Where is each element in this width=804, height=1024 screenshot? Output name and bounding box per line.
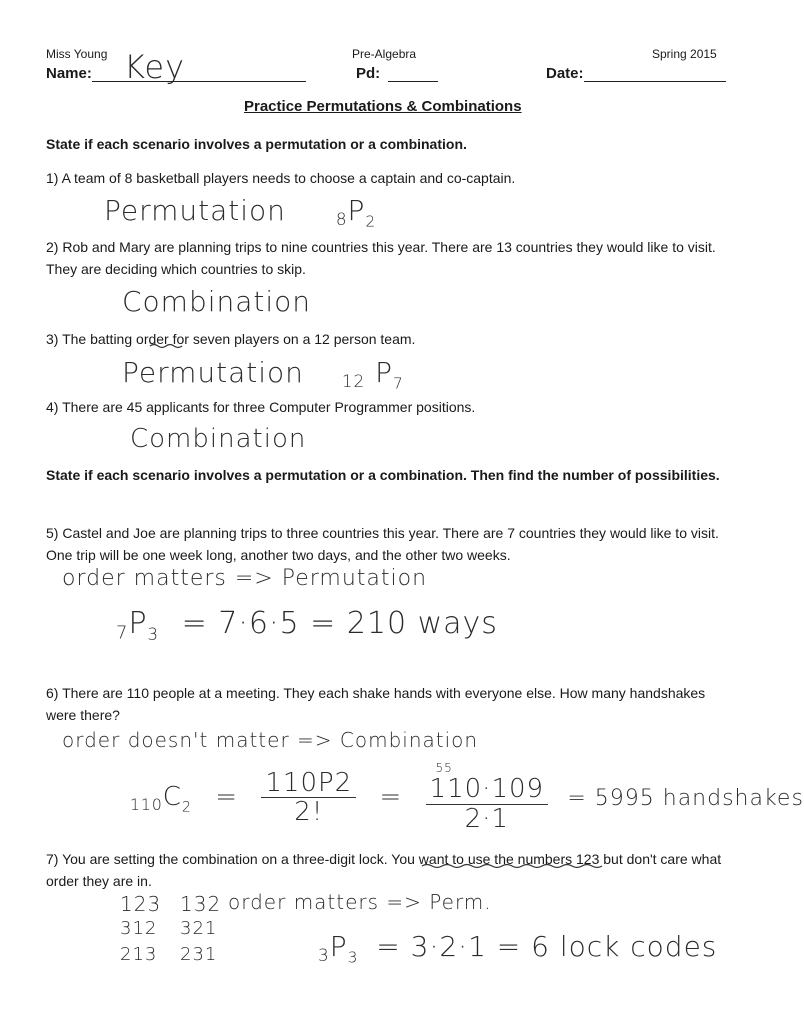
question-6: 6) There are 110 people at a meeting. They each shake hands with everyone else. How many handshakes were there? bbox=[46, 685, 706, 723]
ordering-4: 321 bbox=[180, 918, 218, 939]
fraction-1: $\frac{110P2}{2!}$ bbox=[261, 769, 356, 827]
period-label: Pd: bbox=[356, 65, 381, 82]
name-label: Name: bbox=[46, 65, 92, 82]
answer-2: Combination bbox=[122, 285, 312, 318]
teacher-name: Miss Young bbox=[46, 47, 108, 61]
ordering-6: 231 bbox=[180, 944, 218, 965]
course-name: Pre-Algebra bbox=[352, 47, 417, 61]
question-7: 7) You are setting the combination on a three-digit lock. You want to use the numbers 123 but don't care what order they are in. bbox=[46, 851, 722, 889]
section2-instruction: State if each scenario involves a permutation or a combination. Then find the number of possibilities. bbox=[46, 467, 720, 483]
work-7-reasoning: order matters => Perm. bbox=[228, 890, 492, 914]
question-2: 2) Rob and Mary are planning trips to nine countries this year. There are 13 countries they would like to visit. They are deciding which countries to skip. bbox=[46, 239, 716, 277]
question-4: 4) There are 45 applicants for three Computer Programmer positions. bbox=[46, 399, 476, 415]
name-value: Key bbox=[124, 48, 186, 86]
question-1: 1) A team of 8 basketball players needs to choose a captain and co-captain. bbox=[46, 170, 516, 186]
ordering-5: 213 bbox=[120, 944, 158, 965]
worksheet-title: Practice Permutations & Combinations bbox=[244, 98, 522, 115]
work-6-reasoning: order doesn't matter => Combination bbox=[62, 728, 479, 752]
work-7-calculation: $3P_3 = 3\cdot 2\cdot 1 = 6$ lock codes bbox=[318, 930, 718, 967]
fraction-2: 55 110·109 2·1 bbox=[426, 762, 549, 833]
date-label: Date: bbox=[546, 65, 584, 82]
work-6-calculation: $110C_2$ = $\frac{110P2}{2!}$ = 55 110·109 2·1 = 5995 handshakes bbox=[130, 761, 804, 834]
term: Spring 2015 bbox=[652, 47, 717, 61]
underlined-order: order bbox=[136, 331, 169, 347]
answer-1: Permutation $8P_2$ bbox=[104, 194, 377, 231]
question-5: 5) Castel and Joe are planning trips to three countries this year. There are 7 countries they would like to visit. One trip will be one week long, another two days, and the other two weeks. bbox=[46, 525, 719, 563]
question-3: 3) The batting order for seven players on a 12 person team. bbox=[46, 331, 416, 347]
work-5-reasoning: order matters => Permutation bbox=[62, 566, 428, 591]
section1-instruction: State if each scenario involves a permutation or a combination. bbox=[46, 136, 467, 152]
date-underline bbox=[584, 81, 726, 82]
ordering-3: 312 bbox=[120, 918, 158, 939]
underlined-numbers: You want to use the numbers 123 bbox=[391, 851, 600, 867]
answer-3: Permutation 12 $P_7$ bbox=[122, 356, 404, 393]
period-underline bbox=[388, 81, 438, 82]
ordering-1: 123 bbox=[120, 892, 162, 916]
work-5-calculation: $7P_3 = 7\cdot 6\cdot 5 = 210$ ways bbox=[116, 606, 498, 644]
answer-4: Combination bbox=[130, 424, 307, 454]
ordering-2: 132 bbox=[180, 892, 222, 916]
